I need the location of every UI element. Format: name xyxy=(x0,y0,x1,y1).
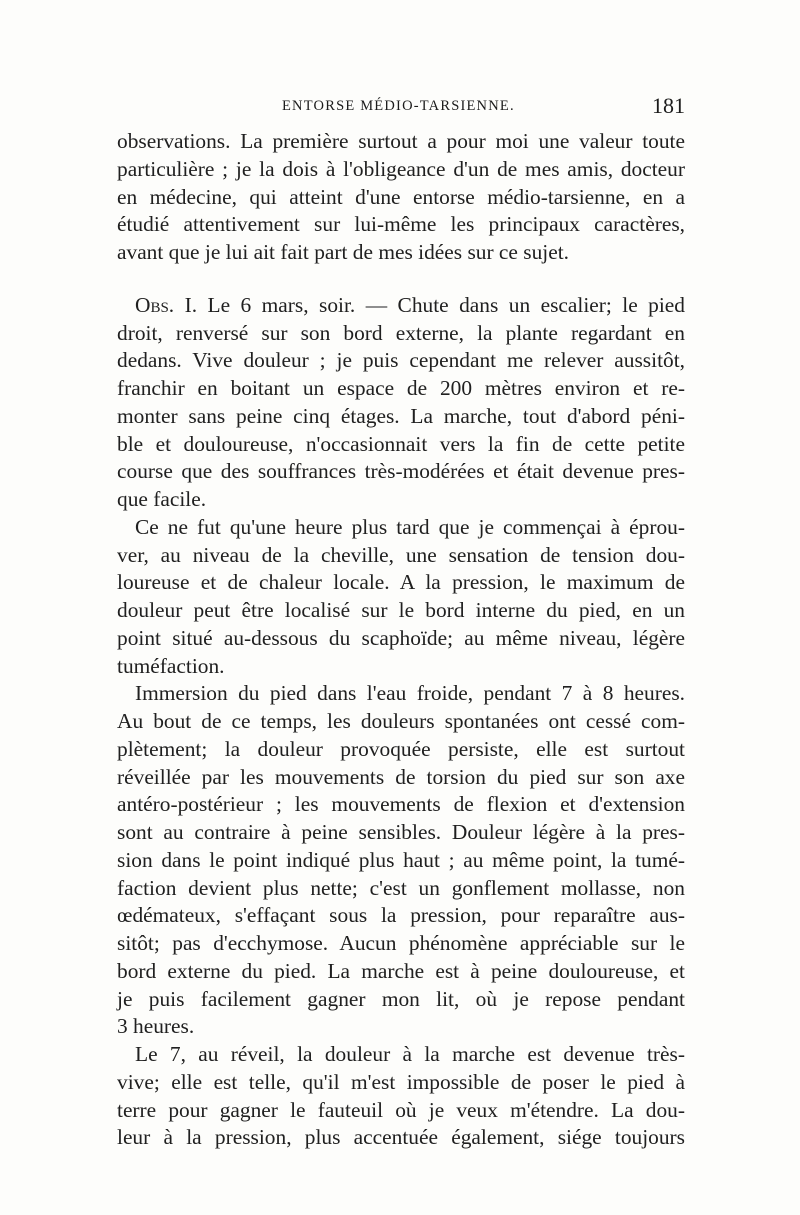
text-line: je puis facilement gagner mon lit, où je repose pendant xyxy=(117,986,685,1011)
running-title: ENTORSE MÉDIO-TARSIENNE. xyxy=(282,98,515,114)
text-line: réveillée par les mouvements de torsion du pied sur son axe xyxy=(117,764,685,789)
paragraph-le-7 xyxy=(117,1041,685,1152)
text-line: Au bout de ce temps, les douleurs spontanées ont cessé com- xyxy=(117,709,685,733)
text-line: avant que je lui ait fait part de mes idées sur ce sujet. xyxy=(117,240,570,264)
text-line: sion dans le point indiqué plus haut ; au même point, la tumé- xyxy=(117,847,685,872)
text-line: douleur peut être localisé sur le bord interne du pied, en un xyxy=(117,598,685,622)
paragraph-observation-1 xyxy=(117,292,685,514)
text-line: observations. La première surtout a pour moi une valeur toute xyxy=(117,129,685,153)
text-line: œdémateux, s'effaçant sous la pression, pour reparaître aus- xyxy=(117,903,685,928)
text-line: loureuse et de chaleur locale. A la pression, le maximum de xyxy=(117,570,685,595)
text-line: ble et douloureuse, n'occasionnait vers la fin de cette petite xyxy=(117,431,685,456)
observation-label: Obs. xyxy=(135,292,175,317)
text-line: terre pour gagner le fauteuil où je veux m'étendre. La dou- xyxy=(117,1097,685,1122)
text-line: antéro-postérieur ; les mouvements de flexion et d'extension xyxy=(117,792,685,817)
text-line: franchir en boitant un espace de 200 mètres environ et re- xyxy=(117,376,685,400)
text-line: dedans. Vive douleur ; je puis cependant me relever aussitôt, xyxy=(117,348,685,373)
text-line: point situé au-dessous du scaphoïde; au même niveau, légère xyxy=(117,625,685,650)
text-line: plètement; la douleur provoquée persiste, elle est surtout xyxy=(117,736,685,761)
text-line: sont au contraire à peine sensibles. Douleur légère à la pres- xyxy=(117,820,685,844)
paragraph-gap xyxy=(117,267,685,292)
text-line: Immersion du pied dans l'eau froide, pendant 7 à 8 heures. xyxy=(135,681,685,706)
text-line xyxy=(117,292,685,320)
text-line: faction devient plus nette; c'est un gonflement mollasse, non xyxy=(117,875,685,900)
page-header xyxy=(117,93,685,122)
text-line: course que des souffrances très-modérées et était devenue pres- xyxy=(117,459,685,484)
text-line: vive; elle est telle, qu'il m'est impossible de poser le pied à xyxy=(117,1069,685,1094)
text-line: particulière ; je la dois à l'obligeance d'un de mes amis, docteur xyxy=(117,156,685,181)
text-line: 3 heures. xyxy=(117,1014,195,1039)
text-line: bord externe du pied. La marche est à peine douloureuse, et xyxy=(117,958,685,983)
text-line: monter sans peine cinq étages. La marche, tout d'abord péni- xyxy=(117,403,685,428)
paragraph-immersion xyxy=(117,680,685,1041)
page-number: 181 xyxy=(652,93,685,118)
text-line: étudié attentivement sur lui-même les principaux caractères, xyxy=(117,212,685,237)
text-line: sitôt; pas d'ecchymose. Aucun phénomène appréciable sur le xyxy=(117,931,685,955)
paragraph-intro xyxy=(117,128,685,267)
text-line: droit, renversé sur son bord externe, la plante regardant en xyxy=(117,320,685,345)
text-line-rest: I. Le 6 mars, soir. — Chute dans un escalier; le pied xyxy=(174,292,685,317)
text-line: Ce ne fut qu'une heure plus tard que je commençai à éprou- xyxy=(135,514,685,539)
body-text xyxy=(117,128,685,1152)
paragraph-tension xyxy=(117,514,685,681)
text-line: ver, au niveau de la cheville, une sensation de tension dou- xyxy=(117,542,685,567)
text-line: tuméfaction. xyxy=(117,653,225,678)
text-line: en médecine, qui atteint d'une entorse médio-tarsienne, en a xyxy=(117,184,685,209)
text-line: que facile. xyxy=(117,487,207,511)
text-line: leur à la pression, plus accentuée également, siége toujours xyxy=(117,1125,685,1150)
text-line: Le 7, au réveil, la douleur à la marche est devenue très- xyxy=(135,1042,685,1066)
